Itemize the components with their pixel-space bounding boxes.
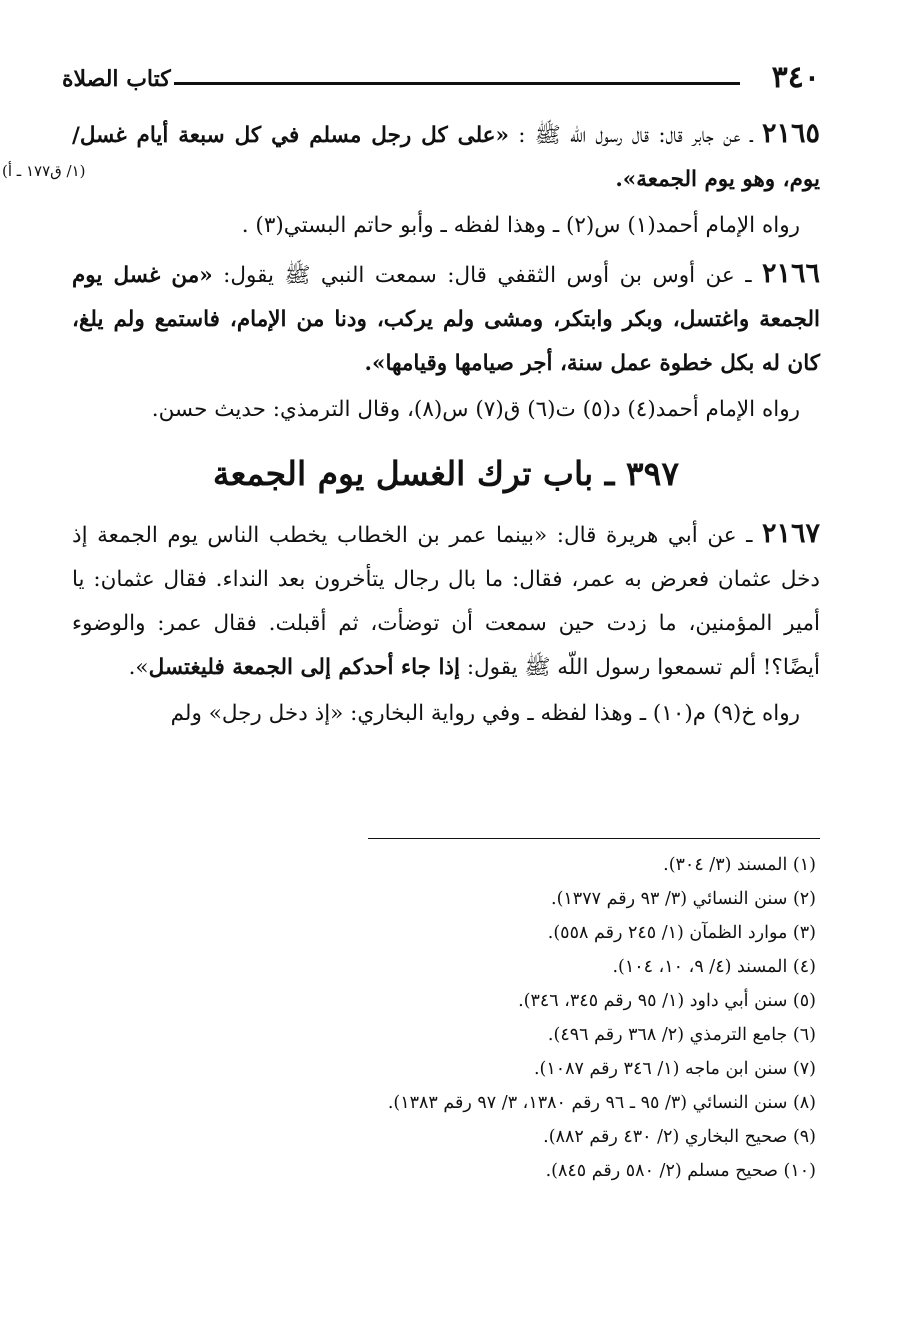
footnotes [216,848,816,1188]
footnote-item: (٥) سنن أبي داود (١/ ٩٥ رقم ٣٤٥، ٣٤٦). [518,991,816,1011]
hadith-source: رواه خ(٩) م(١٠) ـ وهذا لفظه ـ وفي رواية البخاري: «إذ دخل رجل» ولم [170,701,800,726]
header-rule [174,82,740,85]
hadith-close: ». [128,655,149,680]
hadith-text: «على كل رجل مسلم في كل سبعة أيام غسل/ يوم، وهو يوم الجمعة». [72,123,820,192]
main-text [72,112,820,740]
hadith-2166 [72,252,820,386]
page-header [62,58,820,102]
page-number: ٣٤٠ [771,60,820,95]
footnote-rule [368,838,820,839]
footnote-item: (٢) سنن النسائي (٣/ ٩٣ رقم ١٣٧٧). [551,889,816,909]
hadith-source: رواه الإمام أحمد(٤) د(٥) ت(٦) ق(٧) س(٨)، وقال الترمذي: حديث حسن. [151,397,800,422]
footnote-item: (٧) سنن ابن ماجه (١/ ٣٤٦ رقم ١٠٨٧). [533,1059,816,1079]
hadith-text: «من غسل يوم الجمعة واغتسل، وبكر وابتكر، ومشى ولم يركب، ودنا من الإمام، فاستمع ولم يلغ، كان له بكل خطوة عمل سنة، أجر صيامها وقيامها». [72,263,820,376]
hadith-text: إذا جاء أحدكم إلى الجمعة فليغتسل [148,655,460,680]
footnote-item: (٤) المسند (٤/ ٩، ١٠، ١٠٤). [612,957,816,977]
chapter-title: ٣٩٧ ـ باب ترك الغسل يوم الجمعة [212,454,680,493]
running-title: كتاب الصلاة [62,66,171,92]
footnote-item: (١٠) صحيح مسلم (٢/ ٥٨٠ رقم ٨٤٥). [545,1161,816,1181]
hadith-source: رواه الإمام أحمد(١) س(٢) ـ وهذا لفظه ـ وأبو حاتم البستي(٣) . [241,213,800,238]
hadith-2167 [72,512,820,690]
hadith-2165 [72,112,820,202]
hadith-intro: ـ عن أبي هريرة قال: «بينما عمر بن الخطاب يخطب الناس يوم الجمعة إذ دخل عثمان فعرض به عمر، فقال: ما بال رجال يتأخرون بعد النداء. فقال عثمان: يا أمير المؤمنين، ما زدت حين سمعت أن توضأت، ثم أقبلت. فقال عمر: والوضوء أيضًا؟! ألم تسمعوا رسول اللّه ﷺ يقول: [72,523,820,680]
footnote-item: (٦) جامع الترمذي (٢/ ٣٦٨ رقم ٤٩٦). [547,1025,816,1045]
hadith-intro: ـ عن جابر قال: قال رسول اللّه ﷺ : [518,123,753,148]
footnote-item: (٣) موارد الظمآن (١/ ٢٤٥ رقم ٥٥٨). [547,923,816,943]
hadith-number: ٢١٦٦ [761,258,820,289]
hadith-intro: ـ عن أوس بن أوس الثقفي قال: سمعت النبي ﷺ يقول: [223,263,752,288]
hadith-number: ٢١٦٧ [762,518,821,549]
footnote-item: (١) المسند (٣/ ٣٠٤). [663,855,816,875]
footnote-item: (٨) سنن النسائي (٣/ ٩٥ ـ ٩٦ رقم ١٣٨٠، ٣/ ٩٧ رقم ١٣٨٣). [387,1093,816,1113]
margin-note: (١/ ق١٧٧ ـ أ) [2,162,86,180]
hadith-number: ٢١٦٥ [761,118,820,149]
footnote-item: (٩) صحيح البخاري (٢/ ٤٣٠ رقم ٨٨٢). [543,1127,816,1147]
